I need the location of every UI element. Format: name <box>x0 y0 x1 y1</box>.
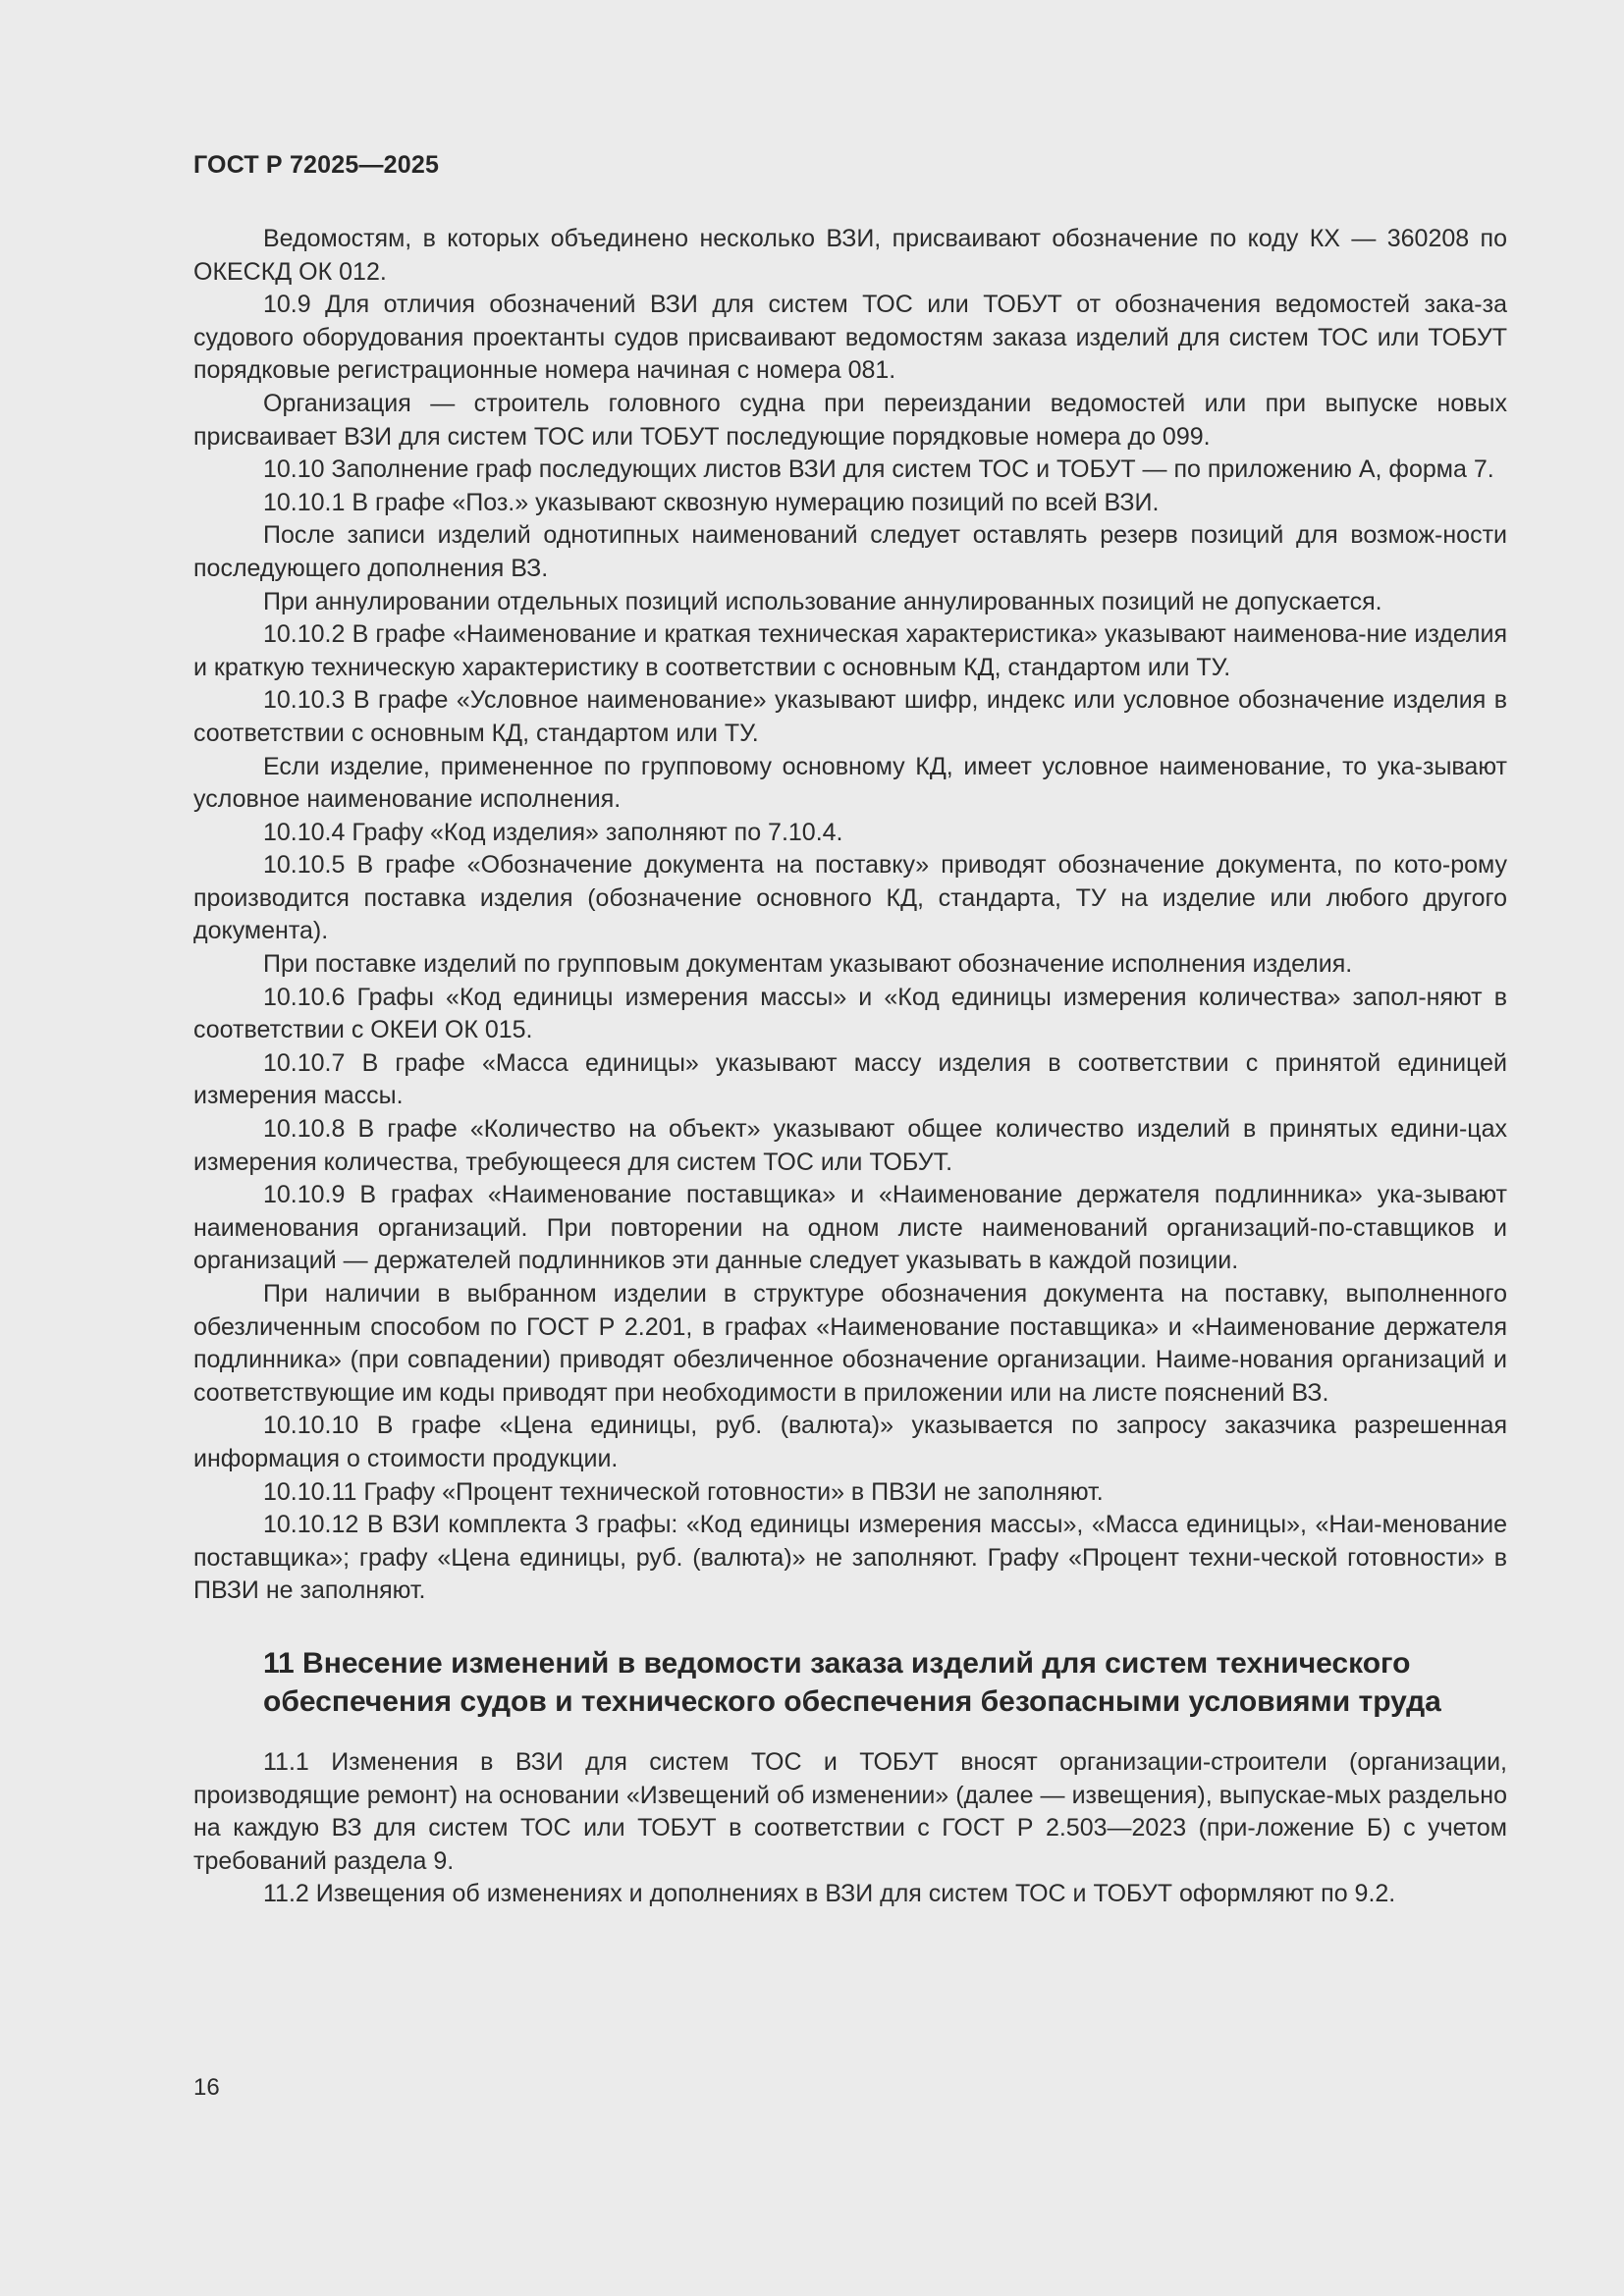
paragraph: При наличии в выбранном изделии в структуре обозначения документа на поставку, выполненного обезличенным способом по ГОСТ Р 2.201, в графах «Наименование поставщика» и «Наименование держателя подлинника» (при совпадении) приводят обезличенное обозначение организации. Наиме-нования организаций и соответствующие им коды приводят при необходимости в приложении или на листе пояснений ВЗ. <box>193 1280 1507 1407</box>
paragraph: 10.10.11 Графу «Процент технической готовности» в ПВЗИ не заполняют. <box>263 1477 1104 1506</box>
paragraph: 10.10 Заполнение граф последующих листов ВЗИ для систем ТОС и ТОБУТ — по приложению А, форма 7. <box>263 455 1494 484</box>
paragraph: При поставке изделий по групповым документам указывают обозначение исполнения изделия. <box>263 950 1353 979</box>
paragraph: 11.2 Извещения об изменениях и дополнениях в ВЗИ для систем ТОС и ТОБУТ оформляют по 9.2. <box>263 1880 1396 1908</box>
paragraph: 10.10.9 В графах «Наименование поставщика» и «Наименование держателя подлинника» ука-зывают наименования организаций. При повторении на одном листе наименований организаций-по-ставщиков и организаций — держателей подлинников эти данные следует указывать в каждой позиции. <box>193 1181 1507 1275</box>
section-body <box>193 1746 1507 1911</box>
paragraph: Ведомостям, в которых объединено несколько ВЗИ, присваивают обозначение по коду КХ — 360208 по ОКЕСКД ОК 012. <box>193 225 1507 286</box>
paragraph: Организация — строитель головного судна при переиздании ведомостей или при выпуске новых присваивает ВЗИ для систем ТОС или ТОБУТ последующие порядковые номера до 099. <box>193 389 1507 451</box>
paragraph: 10.10.6 Графы «Код единицы измерения массы» и «Код единицы измерения количества» запол-няют в соответствии с ОКЕИ ОК 015. <box>193 983 1507 1044</box>
document-code-header: ГОСТ Р 72025—2025 <box>193 151 440 179</box>
paragraph: 10.10.5 В графе «Обозначение документа на поставку» приводят обозначение документа, по кото-рому производится поставка изделия (обозначение основного КД, стандарта, ТУ на изделие или любого другого документа). <box>193 851 1507 945</box>
paragraph: 10.10.12 В ВЗИ комплекта 3 графы: «Код единицы измерения массы», «Масса единицы», «Наи-менование поставщика»; графу «Цена единицы, руб. (валюта)» не заполняют. Графу «Процент техни-ческой готовности» в ПВЗИ не заполняют. <box>193 1511 1507 1605</box>
paragraph: 11.1 Изменения в ВЗИ для систем ТОС и ТОБУТ вносят организации-строители (организации, производящие ремонт) на основании «Извещений об изменении» (далее — извещения), выпускае-мых раздельно на каждую ВЗ для систем ТОС или ТОБУТ в соответствии с ГОСТ Р 2.503—2023 (при-ложение Б) с учетом требований раздела 9. <box>193 1747 1507 1875</box>
paragraph: После записи изделий однотипных наименований следует оставлять резерв позиций для возмож-ности последующего дополнения ВЗ. <box>193 521 1507 582</box>
paragraph: 10.10.7 В графе «Масса единицы» указывают массу изделия в соответствии с принятой единицей измерения массы. <box>193 1048 1507 1110</box>
section-heading: 11 Внесение изменений в ведомости заказа изделий для систем технического обеспечения судов и технического обеспечения безопасными условиями труда <box>263 1646 1441 1718</box>
paragraph: 10.10.1 В графе «Поз.» указывают сквозную нумерацию позиций по всей ВЗИ. <box>263 488 1160 516</box>
paragraph: 10.10.10 В графе «Цена единицы, руб. (валюта)» указывается по запросу заказчика разрешенная информация о стоимости продукции. <box>193 1412 1507 1472</box>
paragraph: При аннулировании отдельных позиций использование аннулированных позиций не допускается. <box>263 587 1382 615</box>
paragraph: 10.10.2 В графе «Наименование и краткая техническая характеристика» указывают наименова-ние изделия и краткую техническую характеристику в соответствии с основным КД, стандартом или ТУ. <box>193 620 1507 681</box>
paragraph: 10.10.4 Графу «Код изделия» заполняют по 7.10.4. <box>263 818 843 846</box>
paragraph: Если изделие, примененное по групповому основному КД, имеет условное наименование, то ука-зывают условное наименование исполнения. <box>193 752 1507 814</box>
page-number: 16 <box>193 2074 220 2101</box>
paragraph: 10.10.8 В графе «Количество на объект» указывают общее количество изделий в принятых едини-цах измерения количества, требующееся для систем ТОС или ТОБУТ. <box>193 1115 1507 1176</box>
paragraph: 10.10.3 В графе «Условное наименование» указывают шифр, индекс или условное обозначение изделия в соответствии с основным КД, стандартом или ТУ. <box>193 686 1507 747</box>
paragraph: 10.9 Для отличия обозначений ВЗИ для систем ТОС или ТОБУТ от обозначения ведомостей зака-за судового оборудования проектанты судов присваивают ведомостям заказа изделий для систем ТОС или ТОБУТ порядковые регистрационные номера начиная с номера 081. <box>193 291 1507 385</box>
page-content <box>193 223 1507 1911</box>
